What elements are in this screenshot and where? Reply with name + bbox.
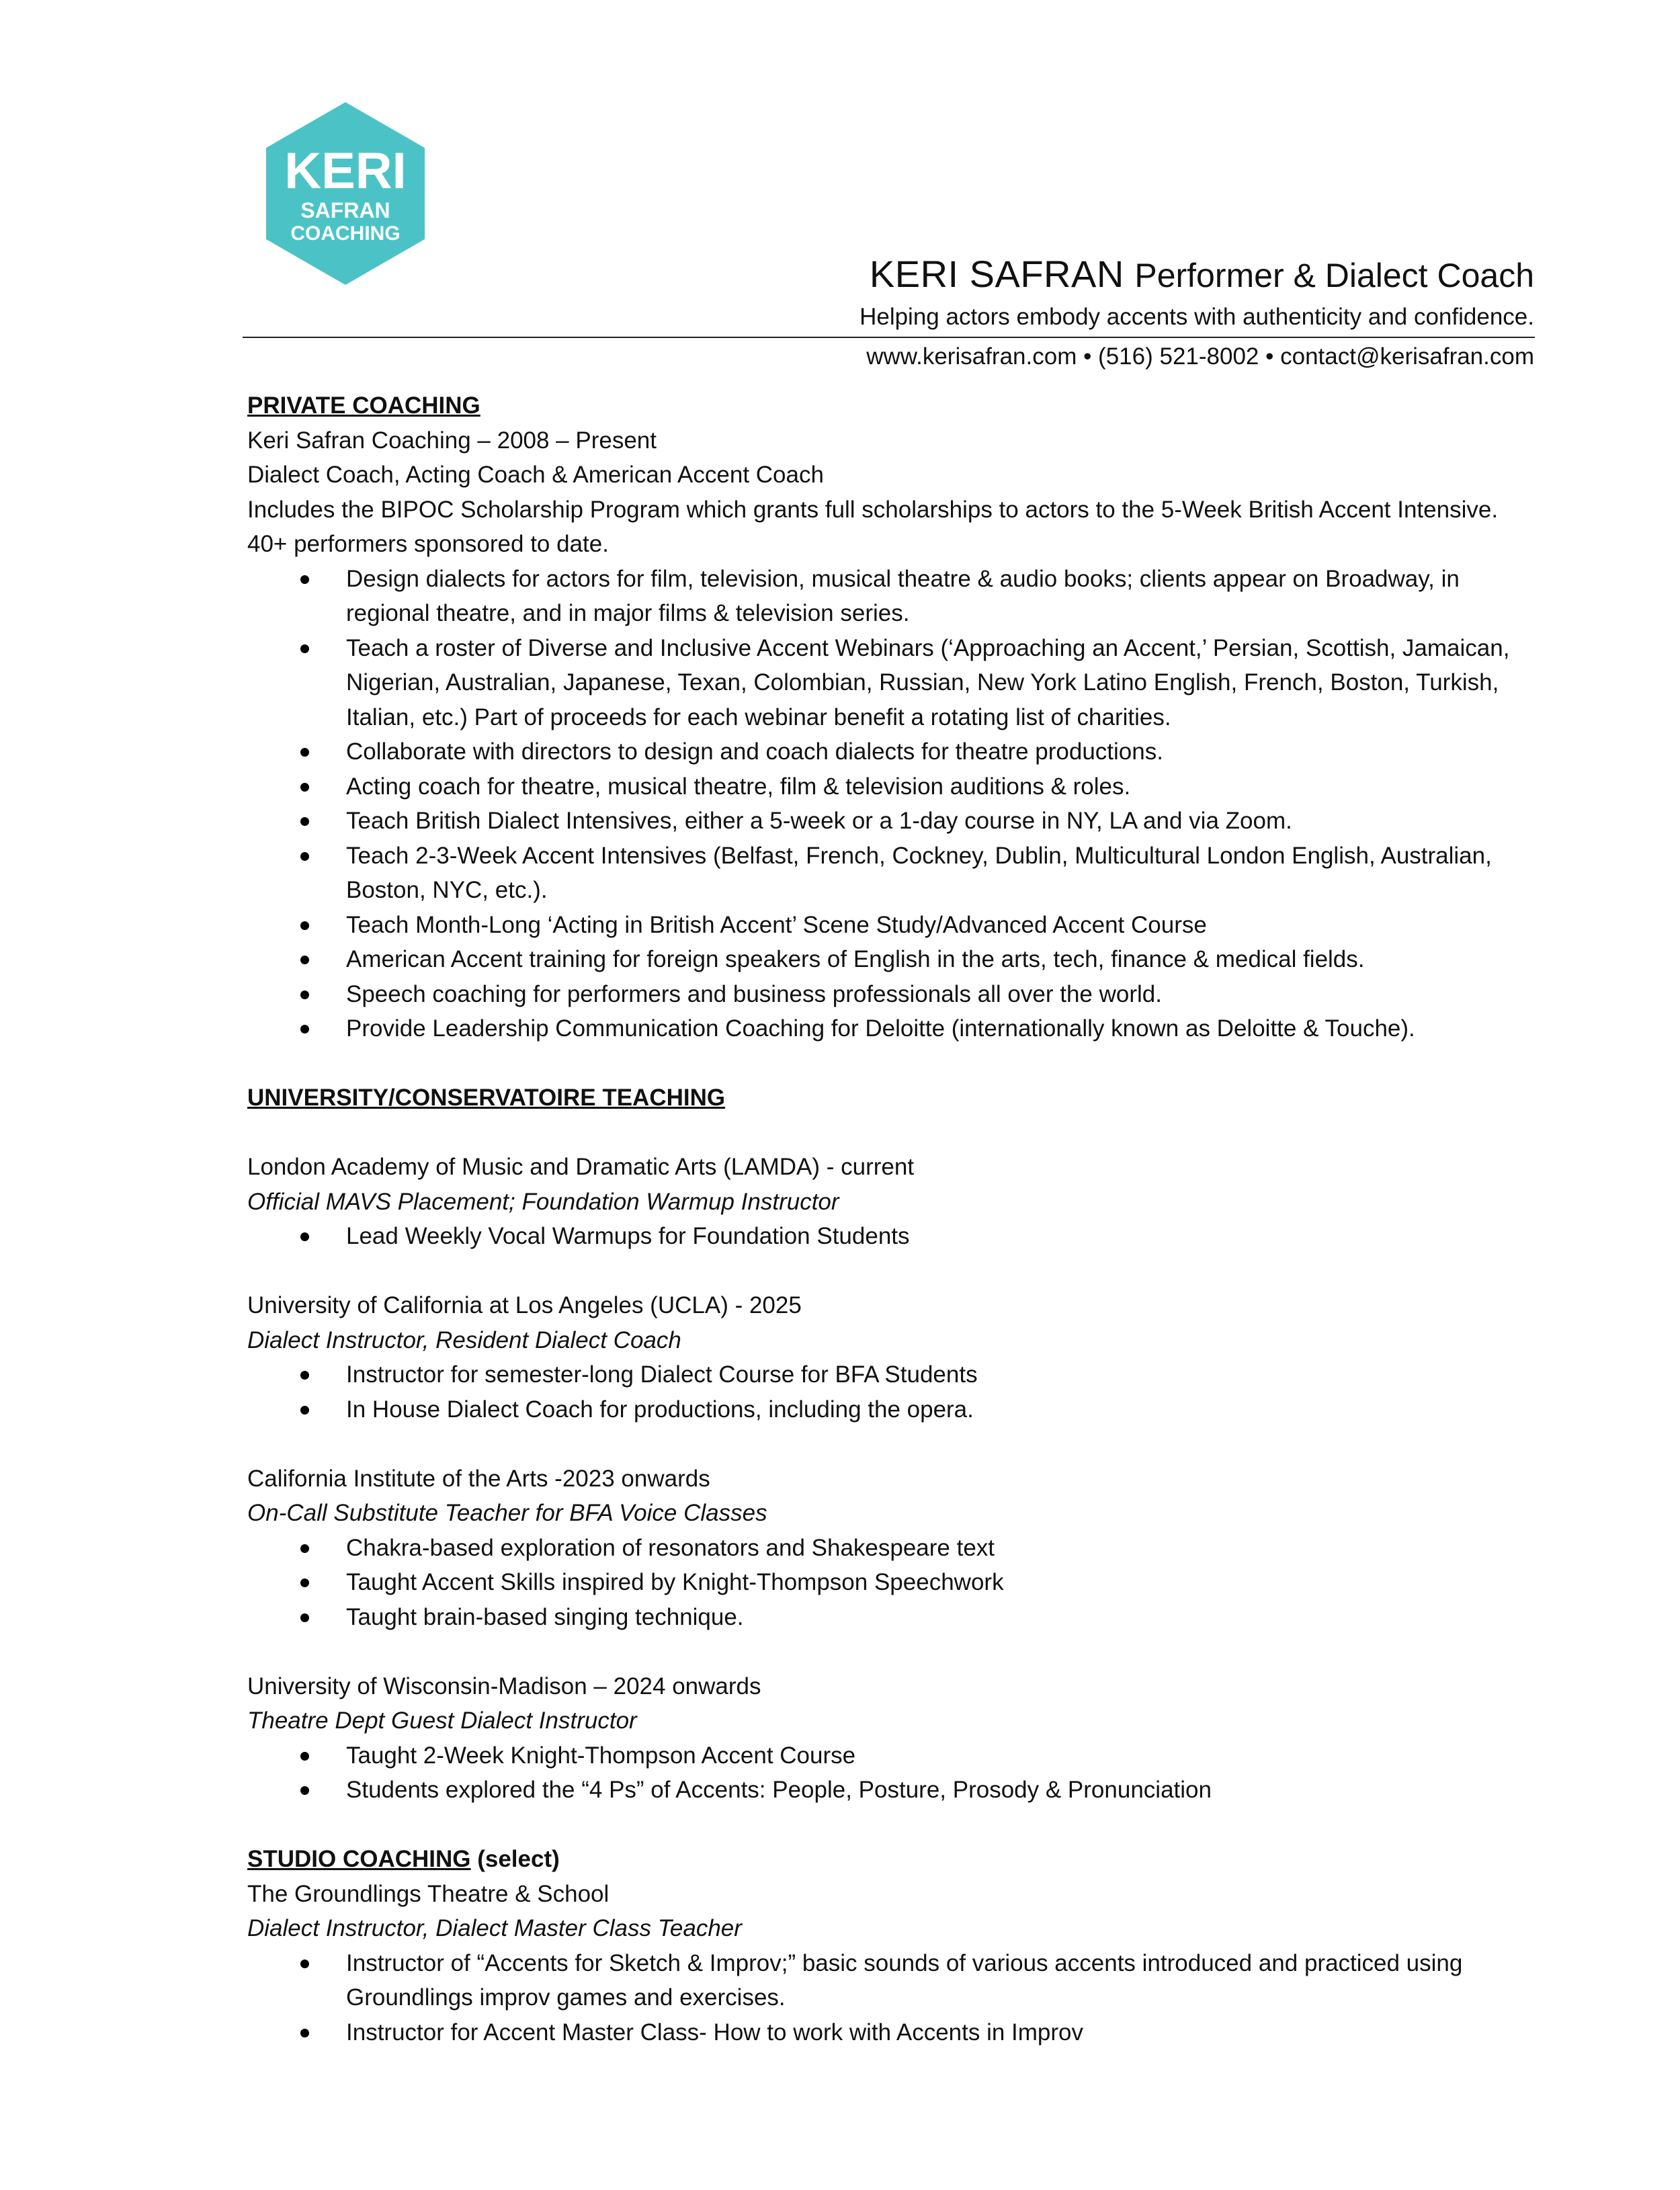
list-item xyxy=(247,942,1531,977)
list-item-text: Taught 2-Week Knight-Thompson Accent Course xyxy=(346,1742,856,1769)
list-item xyxy=(247,1011,1531,1046)
list-item xyxy=(247,1531,1531,1566)
list-item xyxy=(247,839,1531,908)
list-item-text: Students explored the “4 Ps” of Accents: People, Posture, Prosody & Pronunciation xyxy=(346,1777,1212,1803)
bullet-icon xyxy=(300,1406,309,1415)
university-entry-org: London Academy of Music and Dramatic Arts (LAMDA) - current xyxy=(247,1154,915,1180)
list-item xyxy=(247,1738,1531,1773)
contact-line: www.kerisafran.com • (516) 521-8002 • contact@kerisafran.com xyxy=(866,343,1534,370)
list-item-text: Teach British Dialect Intensives, either a 5-week or a 1-day course in NY, LA and via Zoom. xyxy=(346,808,1292,834)
spacer xyxy=(247,1115,1531,1150)
studio-org: The Groundlings Theatre & School xyxy=(247,1880,610,1907)
bullet-icon xyxy=(300,991,309,999)
list-item-text: American Accent training for foreign speakers of English in the arts, tech, finance & medical fields. xyxy=(346,946,1365,972)
university-entry-bullets xyxy=(247,1738,1531,1808)
studio-bullets xyxy=(247,1946,1531,2050)
list-item xyxy=(247,1946,1531,2015)
name-line xyxy=(859,250,1534,300)
bullet-icon xyxy=(300,1544,309,1553)
university-entry-org: University of California at Los Angeles (UCLA) - 2025 xyxy=(247,1292,802,1318)
bullet-icon xyxy=(300,1232,309,1241)
list-item xyxy=(247,631,1531,735)
keri-safran-coaching-logo xyxy=(254,102,437,285)
spacer xyxy=(247,1046,1531,1081)
university-entry-bullets xyxy=(247,1531,1531,1635)
section-title-private-coaching: PRIVATE COACHING xyxy=(247,392,480,419)
bullet-icon xyxy=(300,921,309,930)
list-item xyxy=(247,1357,1531,1392)
university-entry-role: On-Call Substitute Teacher for BFA Voice Classes xyxy=(247,1500,767,1526)
bullet-icon xyxy=(300,748,309,757)
list-item xyxy=(247,804,1531,839)
list-item-text: Instructor for semester-long Dialect Course for BFA Students xyxy=(346,1361,978,1388)
logo-text-keri: KERI xyxy=(284,142,407,200)
university-entry-bullets xyxy=(247,1357,1531,1427)
list-item-text: Provide Leadership Communication Coaching for Deloitte (internationally known as Deloitte & Touche). xyxy=(346,1015,1415,1042)
spacer xyxy=(247,1634,1531,1669)
bullet-icon xyxy=(300,1613,309,1622)
spacer xyxy=(247,1808,1531,1843)
section-title-studio-coaching: STUDIO COACHING xyxy=(247,1846,471,1872)
section-title-university-teaching: UNIVERSITY/CONSERVATOIRE TEACHING xyxy=(247,1085,726,1111)
list-item-text: Taught Accent Skills inspired by Knight-Thompson Speechwork xyxy=(346,1569,1004,1595)
university-entry-bullets xyxy=(247,1219,1531,1254)
bullet-icon xyxy=(300,817,309,826)
list-item xyxy=(247,1392,1531,1427)
person-name: KERI SAFRAN xyxy=(869,253,1124,295)
section-title-suffix: (select) xyxy=(470,1846,560,1872)
bullet-icon xyxy=(300,1578,309,1587)
university-entry-org: California Institute of the Arts -2023 onwards xyxy=(247,1465,710,1492)
bullet-icon xyxy=(300,1371,309,1380)
list-item xyxy=(247,1600,1531,1635)
private-coaching-roles: Dialect Coach, Acting Coach & American Accent Coach xyxy=(247,462,824,488)
list-item-text: In House Dialect Coach for productions, including the opera. xyxy=(346,1396,974,1423)
list-item-text: Instructor for Accent Master Class- How to work with Accents in Improv xyxy=(346,2019,1084,2046)
university-entry-role: Official MAVS Placement; Foundation Warmup Instructor xyxy=(247,1188,839,1215)
bullet-icon xyxy=(300,644,309,653)
spacer xyxy=(247,1427,1531,1462)
list-item xyxy=(247,562,1531,631)
resume-body xyxy=(247,388,1531,2050)
list-item-text: Instructor of “Accents for Sketch & Improv;” basic sounds of various accents introduced and practiced using Groundlings improv games and exercises. xyxy=(346,1949,1463,2011)
logo-text-safran: SAFRAN xyxy=(300,198,390,222)
university-entry-role: Theatre Dept Guest Dialect Instructor xyxy=(247,1708,637,1734)
list-item xyxy=(247,1565,1531,1600)
bullet-icon xyxy=(300,956,309,964)
studio-role: Dialect Instructor, Dialect Master Class Teacher xyxy=(247,1915,742,1941)
list-item xyxy=(247,977,1531,1012)
list-item xyxy=(247,1219,1531,1254)
list-item-text: Teach Month-Long ‘Acting in British Accent’ Scene Study/Advanced Accent Course xyxy=(346,911,1207,938)
list-item-text: Design dialects for actors for film, television, musical theatre & audio books; clients appear on Broadway, in regional theatre, and in major films & television series. xyxy=(346,565,1460,626)
bullet-icon xyxy=(300,1025,309,1034)
list-item-text: Chakra-based exploration of resonators and Shakespeare text xyxy=(346,1534,995,1561)
private-coaching-org: Keri Safran Coaching – 2008 – Present xyxy=(247,427,657,454)
list-item xyxy=(247,1773,1531,1808)
header-block xyxy=(859,250,1534,335)
bullet-icon xyxy=(300,1752,309,1761)
list-item xyxy=(247,2015,1531,2050)
person-role: Performer & Dialect Coach xyxy=(1134,257,1534,294)
list-item-text: Teach 2-3-Week Accent Intensives (Belfast, French, Cockney, Dublin, Multicultural London English, Australian, Boston, NYC, etc.). xyxy=(346,842,1492,903)
bullet-icon xyxy=(300,1960,309,1968)
list-item-text: Teach a roster of Diverse and Inclusive Accent Webinars (‘Approaching an Accent,’ Persian, Scottish, Jamaican, Nigerian, Australian, Japanese, Texan, Colombian, Russian, New York Latino English, French, Boston, Turkish, Italian, etc.) Part of proceeds for each webinar benefit a rotating list of charities. xyxy=(346,634,1510,730)
tagline: Helping actors embody accents with authenticity and confidence. xyxy=(859,304,1534,330)
spacer xyxy=(247,1254,1531,1289)
bullet-icon xyxy=(300,783,309,792)
logo-text-coaching: COACHING xyxy=(290,222,401,245)
list-item-text: Lead Weekly Vocal Warmups for Foundation Students xyxy=(346,1223,910,1249)
list-item xyxy=(247,734,1531,769)
list-item-text: Speech coaching for performers and business professionals all over the world. xyxy=(346,980,1162,1007)
list-item xyxy=(247,908,1531,943)
private-coaching-bullets xyxy=(247,562,1531,1046)
university-entry-role: Dialect Instructor, Resident Dialect Coach xyxy=(247,1326,681,1353)
bullet-icon xyxy=(300,575,309,584)
list-item-text: Taught brain-based singing technique. xyxy=(346,1603,744,1630)
list-item-text: Collaborate with directors to design and coach dialects for theatre productions. xyxy=(346,739,1163,765)
private-coaching-description: Includes the BIPOC Scholarship Program which grants full scholarships to actors to the 5-Week British Accent Intensive. 40+ performers sponsored to date. xyxy=(247,496,1499,557)
university-entry-org: University of Wisconsin-Madison – 2024 onwards xyxy=(247,1673,761,1699)
section-title-studio-coaching-line xyxy=(247,1842,1531,1877)
list-item-text: Acting coach for theatre, musical theatre, film & television auditions & roles. xyxy=(346,773,1131,800)
bullet-icon xyxy=(300,2029,309,2037)
bullet-icon xyxy=(300,852,309,861)
header-divider xyxy=(243,337,1535,338)
list-item xyxy=(247,769,1531,804)
bullet-icon xyxy=(300,1786,309,1795)
